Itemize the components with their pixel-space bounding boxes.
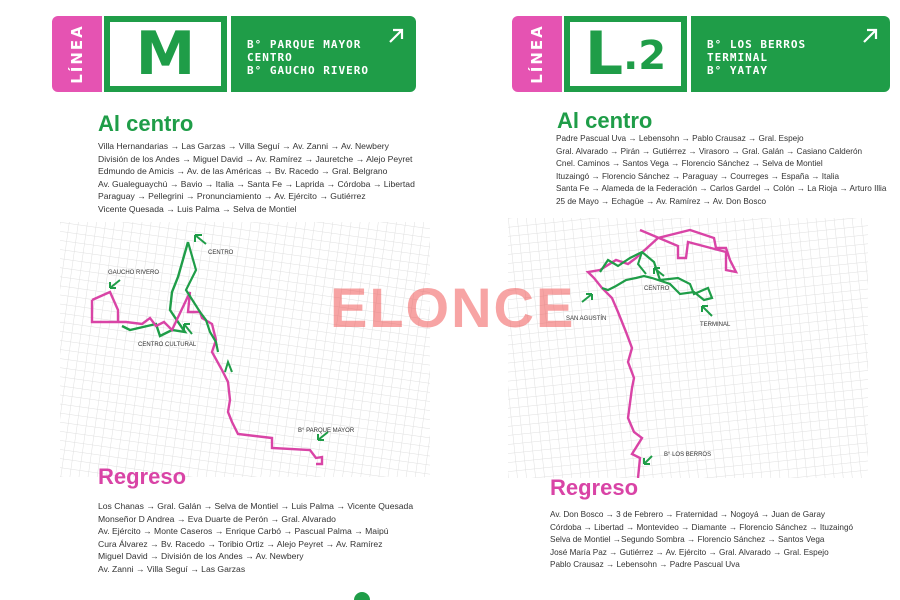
regreso-title: Regreso <box>550 475 639 500</box>
route-line: Padre Pascual Uva → Lebensohn → Pablo Crausaz → Gral. Espejo <box>556 134 804 143</box>
line-l2-route-map <box>508 218 868 478</box>
line-code: L <box>584 19 624 89</box>
map-label: CENTRO <box>644 286 670 292</box>
map-label: GAUCHO RIVERO <box>108 270 160 276</box>
route-line: Cnel. Caminos → Santos Vega → Florencio Sánchez → Selva de Montiel <box>556 159 823 168</box>
map-label: B° LOS BERROS <box>664 452 712 458</box>
regreso-route-list <box>550 509 853 572</box>
arrow-up-right-icon <box>860 26 880 46</box>
al-centro-title: Al centro <box>98 111 194 136</box>
map-label: CENTRO <box>208 250 234 256</box>
route-line: Av. Don Bosco → 3 de Febrero → Fraternidad → Nogoyá → Juan de Garay <box>550 510 826 519</box>
regreso-title: Regreso <box>98 464 187 489</box>
destinations-box <box>691 16 890 92</box>
regreso-route-list <box>98 500 413 575</box>
line-m-route-map <box>60 222 430 477</box>
route-line: Av. Ejército → Monte Caseros → Enrique Carbó → Pascual Palma → Maipú <box>98 526 389 536</box>
linea-tag <box>52 16 102 92</box>
destination: B° LOS BERROS <box>707 38 807 51</box>
route-line: Edmundo de Amicis → Av. de las Américas → Bv. Racedo → Gral. Belgrano <box>98 166 388 176</box>
route-line: Los Chanas → Gral. Galán → Selva de Montiel → Luis Palma → Vicente Quesada <box>98 501 414 511</box>
line-m-header <box>52 16 416 92</box>
line-code-box <box>564 16 687 92</box>
destinations-box <box>231 16 416 92</box>
route-line: Gral. Alvarado → Pirán → Gutiérrez → Virasoro → Gral. Galán → Casiano Calderón <box>556 146 863 156</box>
destination: B° YATAY <box>707 64 768 77</box>
route-line: Av. Gualeguaychú → Bavio → Italia → Santa Fe → Laprida → Córdoba → Libertad <box>98 178 415 189</box>
route-line: Cura Álvarez → Bv. Racedo → Toribio Ortiz → Alejo Peyret → Av. Ramírez <box>98 538 383 549</box>
line-code-box <box>104 16 227 92</box>
route-line: Av. Zanni → Villa Seguí → Las Garzas <box>98 563 246 574</box>
route-line: Monseñor D Andrea → Eva Duarte de Perón → Gral. Alvarado <box>98 513 336 524</box>
destination: B° PARQUE MAYOR <box>247 38 362 51</box>
al-centro-route-list <box>98 140 415 215</box>
route-line: Santa Fe → Alameda de la Federación → Carlos Gardel → Colón → La Rioja → Arturo Illia <box>556 184 887 193</box>
al-centro-title: Al centro <box>557 108 653 133</box>
map-label: CENTRO CULTURAL <box>138 342 197 348</box>
map-label: TERMINAL <box>700 322 731 328</box>
route-line: Paraguay → Pellegrini → Pronunciamiento → Av. Ejército → Gutiérrez <box>98 191 366 201</box>
linea-label: LÍNEA <box>528 24 546 84</box>
line-code-suffix: .2 <box>623 33 667 79</box>
destination: CENTRO <box>247 51 293 64</box>
route-line: Villa Hernandarias → Las Garzas → Villa Seguí → Av. Zanni → Av. Newbery <box>98 141 389 151</box>
map-label: SAN AGUSTÍN <box>566 316 607 322</box>
route-line: 25 de Mayo → Echagüe → Av. Ramírez → Av. Don Bosco <box>556 196 767 206</box>
line-code: M <box>135 19 196 89</box>
route-line: Córdoba → Libertad → Montevideo → Diamante → Florencio Sánchez → Ituzaingó <box>550 522 854 532</box>
route-line: José María Paz → Gutiérrez → Av. Ejército → Gral. Alvarado → Gral. Espejo <box>550 547 829 557</box>
route-line: Vicente Quesada → Luis Palma → Selva de Montiel <box>98 203 297 214</box>
map-label: B° PARQUE MAYOR <box>298 428 355 434</box>
watermark-logo: ELONCE <box>330 276 576 339</box>
arrow-up-right-icon <box>386 26 406 46</box>
route-line: Pablo Crausaz → Lebensohn → Padre Pascual Uva <box>550 560 740 569</box>
al-centro-route-list <box>556 133 886 208</box>
destination: TERMINAL <box>707 51 768 64</box>
line-l2-header <box>512 16 890 92</box>
route-line: Selva de Montiel →Segundo Sombra → Florencio Sánchez → Santos Vega <box>550 535 825 544</box>
route-line: Ituzaingó → Florencio Sánchez → Paraguay → Courreges → España → Italia <box>556 171 840 181</box>
linea-label: LÍNEA <box>68 24 86 84</box>
linea-tag <box>512 16 562 92</box>
destination: B° GAUCHO RIVERO <box>247 64 369 77</box>
route-line: Miguel David → División de los Andes → Av. Newbery <box>98 551 304 561</box>
route-line: División de los Andes → Miguel David → Av. Ramírez → Jauretche → Alejo Peyret <box>98 153 413 164</box>
